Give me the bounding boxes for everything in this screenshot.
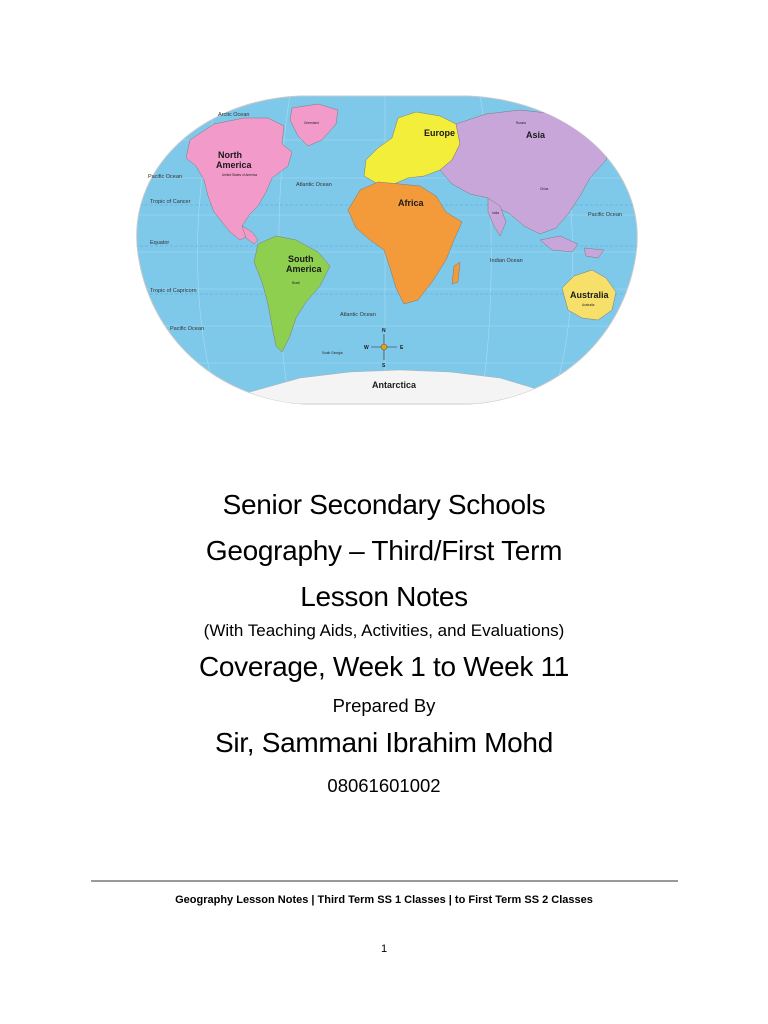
label-pacific-ocean-nw: Pacific Ocean [148,174,182,180]
label-south-america-1: South [288,254,314,264]
title-line-4: (With Teaching Aids, Activities, and Evaluations) [203,621,565,640]
author-name: Sir, Sammani Ibrahim Mohd [215,727,553,758]
label-north-america-1: North [218,150,242,160]
world-map-svg [0,0,768,420]
label-south-georgia: South Georgia [322,351,343,355]
label-indian-ocean: Indian Ocean [490,258,523,264]
label-atlantic-ocean-n: Atlantic Ocean [296,182,332,188]
compass-e: E [400,345,404,351]
label-usa: United States of America [222,173,258,177]
label-asia: Asia [526,130,546,140]
label-south-america-2: America [286,264,322,274]
label-europe: Europe [424,128,456,138]
world-map [0,0,768,420]
author-phone: 08061601002 [327,775,441,796]
label-china: China [540,187,549,191]
compass-s: S [382,363,386,369]
cover-title-block [0,488,768,798]
label-brazil: Brazil [292,281,300,285]
label-australia-country: Australia [582,303,595,307]
footer-divider [91,880,678,882]
title-line-5: Coverage, Week 1 to Week 11 [198,651,570,682]
label-equator: Equator [150,240,170,246]
compass-w: W [364,345,369,351]
prepared-by-label: Prepared By [332,695,436,716]
label-arctic-ocean: Arctic Ocean [218,112,250,118]
label-atlantic-ocean-s: Atlantic Ocean [340,312,376,318]
label-india: India [492,211,499,215]
label-north-america-2: America [216,160,252,170]
compass-n: N [382,328,386,334]
title-line-3: Lesson Notes [300,581,468,612]
label-tropic-of-capricorn: Tropic of Capricorn [150,288,197,294]
page-number: 1 [380,943,388,955]
label-australia: Australia [570,290,609,300]
title-line-2: Geography – Third/First Term [205,535,563,566]
footer-text: Geography Lesson Notes | Third Term SS 1 Classes | to First Term SS 2 Classes [175,894,593,906]
new-zealand-shape [622,316,634,334]
label-russia: Russia [516,121,526,125]
label-africa: Africa [398,198,424,208]
label-pacific-ocean-e: Pacific Ocean [588,212,622,218]
title-line-1: Senior Secondary Schools [222,489,546,520]
label-pacific-ocean-sw: Pacific Ocean [170,326,204,332]
label-greenland: Greenland [304,121,319,125]
label-tropic-of-cancer: Tropic of Cancer [150,199,191,205]
label-antarctica: Antarctica [372,380,417,390]
